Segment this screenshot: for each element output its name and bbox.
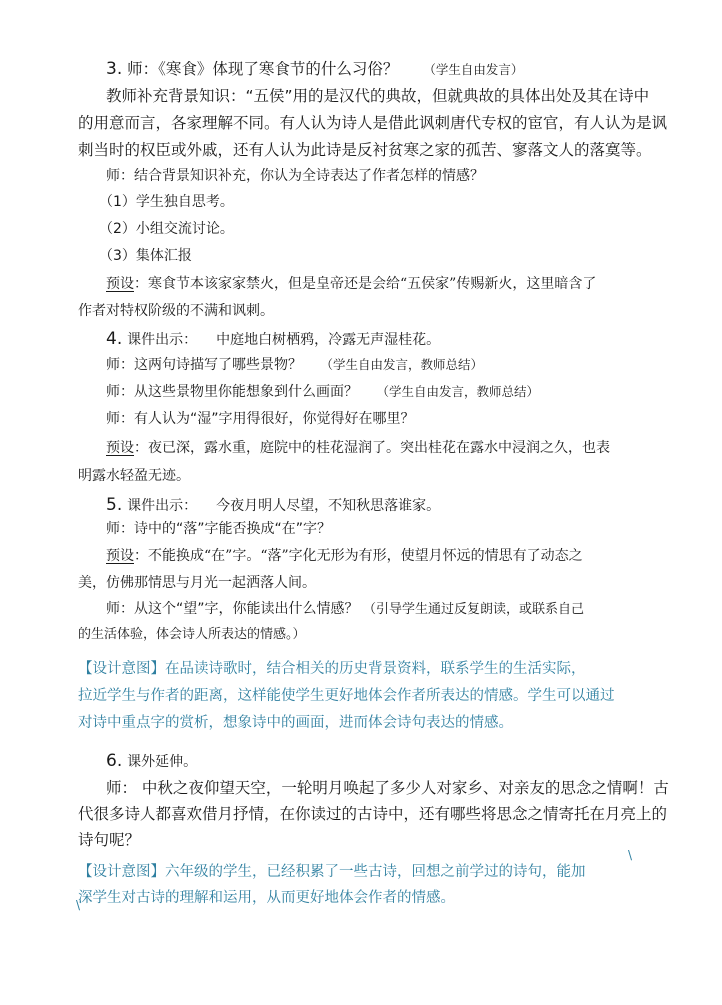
section-6-title: 6. 课外延伸。 xyxy=(106,751,198,771)
preset-answer: 预设：不能换成“在”字。“落”字化无形为有形，使望月怀远的情思有了动态之 xyxy=(106,548,583,564)
teacher-speech: 代很多诗人都喜欢借月抒情，在你读过的古诗中，还有哪些将思念之情寄托在月亮上的 xyxy=(78,805,668,823)
section-5-show: 5. 课件出示： 今夜月明人尽望，不知秋思落谁家。 xyxy=(106,495,441,515)
design-intent-block: 【设计意图】在品读诗歌时，结合相关的历史背景资料，联系学生的生活实际， xyxy=(78,661,586,677)
poem-line: 今夜月明人尽望，不知秋思落谁家。 xyxy=(216,498,441,514)
background-text: 的用意而言，各家理解不同。有人认为诗人是借此讽刺唐代专权的宦官，有人认为是讽 xyxy=(78,114,668,132)
teacher-question: 师：有人认为“湿”字用得很好，你觉得好在哪里？ xyxy=(106,411,415,427)
design-intent-text: 对诗中重点字的赏析，想象诗中的画面，进而体会诗句表达的情感。 xyxy=(78,715,513,731)
section-3-question: 3. 师：《寒食》体现了寒食节的什么习俗？ （学生自由发言） xyxy=(106,59,524,79)
background-text: 教师补充背景知识：“五侯”用的是汉代的典故，但就典故的具体出处及其在诗中 xyxy=(106,87,650,105)
section-number: 3. xyxy=(106,59,123,79)
guide-note-cont: 的生活体验，体会诗人所表达的情感。） xyxy=(78,627,306,642)
teacher-question: 师：结合背景知识补充，你认为全诗表达了作者怎样的情感？ xyxy=(106,168,484,184)
step-item: （1）学生独自思考。 xyxy=(99,194,234,210)
teacher-speech: 诗句呢？ xyxy=(78,831,141,849)
preset-label: 预设 xyxy=(106,548,134,564)
teacher-question: 师：诗中的“落”字能否换成“在”字？ xyxy=(106,521,332,537)
design-intent-block: 【设计意图】六年级的学生，已经积累了一些古诗，回想之前学过的诗句，能加 xyxy=(78,864,586,880)
section-number: 6. xyxy=(106,751,123,771)
decorative-mark: \ xyxy=(628,848,633,862)
teacher-question: 师：从这些景物里你能想象到什么画面？ （学生自由发言，教师总结） xyxy=(106,384,539,400)
preset-answer-cont: 作者对特权阶级的不满和讽刺。 xyxy=(78,303,274,319)
section-4-show: 4. 课件出示： 中庭地白树栖鸦，冷露无声湿桂花。 xyxy=(106,329,441,349)
poem-line: 中庭地白树栖鸦，冷露无声湿桂花。 xyxy=(216,332,441,348)
background-text: 刺当时的权臣或外戚，还有人认为此诗是反衬贫寒之家的孤苦、寥落文人的落寞等。 xyxy=(78,141,652,159)
preset-label: 预设 xyxy=(106,276,134,292)
decorative-mark: \ xyxy=(76,898,81,912)
preset-answer-cont: 美，仿佛那情思与月光一起洒落人间。 xyxy=(78,575,316,591)
design-intent-label: 【设计意图】 xyxy=(78,864,165,880)
preset-answer: 预设：夜已深，露水重，庭院中的桂花湿润了。突出桂花在露水中浸润之久，也表 xyxy=(106,440,610,456)
step-item: （2）小组交流讨论。 xyxy=(99,221,234,237)
section-number: 4. xyxy=(106,329,123,349)
section-number: 5. xyxy=(106,495,123,515)
teacher-question: 师：从这个“望”字，你能读出什么情感？ （引导学生通过反复朗读，或联系自己 xyxy=(106,601,584,617)
preset-label: 预设 xyxy=(106,440,134,456)
design-intent-text: 拉近学生与作者的距离，这样能使学生更好地体会作者所表达的情感。学生可以通过 xyxy=(78,688,615,704)
design-intent-text: 深学生对古诗的理解和运用，从而更好地体会作者的情感。 xyxy=(78,890,455,906)
preset-answer: 预设：寒食节本该家家禁火，但是皇帝还是会给“五侯家”传赐新火，这里暗含了 xyxy=(106,276,597,292)
step-item: （3）集体汇报 xyxy=(99,248,192,264)
design-intent-label: 【设计意图】 xyxy=(78,661,165,677)
teacher-question: 师：这两句诗描写了哪些景物？ （学生自由发言，教师总结） xyxy=(106,357,483,373)
preset-answer-cont: 明露水轻盈无迹。 xyxy=(78,468,190,484)
teacher-speech: 师： 中秋之夜仰望天空，一轮明月唤起了多少人对家乡、对亲友的思念之情啊！古 xyxy=(106,779,669,797)
